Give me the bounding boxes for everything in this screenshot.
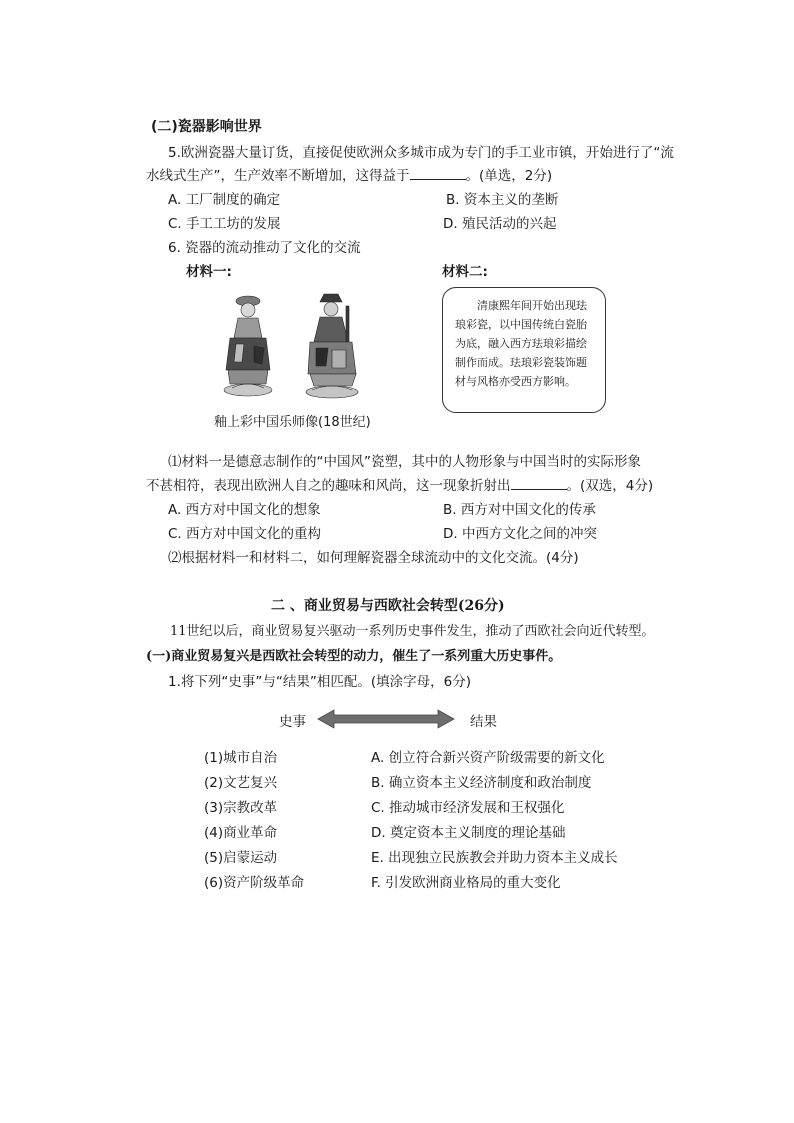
q5-line2 xyxy=(146,164,552,184)
result-item[interactable]: C. 推动城市经济发展和王权强化 xyxy=(371,800,565,816)
q6-sub1-line1: ⑴材料一是德意志制作的“中国风”瓷塑，其中的人物形象与中国当时的实际形象 xyxy=(168,454,641,470)
part-heading: 二 、商业贸易与西欧社会转型(26分) xyxy=(271,598,505,614)
q1-instruction: 1.将下列“史事”与“结果”相匹配。(填涂字母，6分) xyxy=(168,674,471,690)
q6-answer-blank[interactable] xyxy=(511,477,567,490)
q6-option-d[interactable]: D. 中西方文化之间的冲突 xyxy=(443,526,597,542)
q5-option-a[interactable]: A. 工厂制度的确定 xyxy=(168,192,281,208)
material2-text: 清康熙年间开始出现珐琅彩瓷，以中国传统白瓷胎为底，融入西方珐琅彩描绘制作而成。珐琅彩瓷装饰题材与风格亦受西方影响。 xyxy=(455,299,587,388)
q5-option-d[interactable]: D. 殖民活动的兴起 xyxy=(443,216,557,232)
result-item[interactable]: A. 创立符合新兴资产阶级需要的新文化 xyxy=(371,750,605,766)
material2-label: 材料二: xyxy=(442,264,488,280)
result-item[interactable]: B. 确立资本主义经济制度和政治制度 xyxy=(371,775,592,791)
q6-option-a[interactable]: A. 西方对中国文化的想象 xyxy=(168,502,321,518)
event-item: (2)文艺复兴 xyxy=(204,775,278,791)
q6-sub1-suffix: 。(双选，4分) xyxy=(566,478,654,494)
event-item: (1)城市自治 xyxy=(204,750,278,766)
q6-sub2: ⑵根据材料一和材料二，如何理解瓷器全球流动中的文化交流。(4分) xyxy=(168,550,579,566)
material1-label: 材料一: xyxy=(186,264,232,280)
result-item[interactable]: D. 奠定资本主义制度的理论基础 xyxy=(371,825,566,841)
results-header: 结果 xyxy=(470,714,497,730)
sub-heading: (一)商业贸易复兴是西欧社会转型的动力，催生了一系列重大历史事件。 xyxy=(146,649,562,664)
q6-sub1-text: 不甚相符，表现出欧洲人自之的趣味和风尚，这一现象折射出 xyxy=(146,478,511,494)
q6-title: 6. 瓷器的流动推动了文化的交流 xyxy=(168,240,361,256)
result-item[interactable]: F. 引发欧洲商业格局的重大变化 xyxy=(371,875,561,891)
result-item[interactable]: E. 出现独立民族教会并助力资本主义成长 xyxy=(371,850,618,866)
q5-answer-blank[interactable] xyxy=(410,167,466,180)
q6-sub1-line2 xyxy=(146,474,653,494)
part-intro: 11世纪以后，商业贸易复兴驱动一系列历史事件发生，推动了西欧社会向近代转型。 xyxy=(170,624,655,639)
image-caption: 釉上彩中国乐师像(18世纪) xyxy=(214,415,371,430)
event-item: (3)宗教改革 xyxy=(204,800,278,816)
q5-line1: 5.欧洲瓷器大量订货，直接促使欧洲众多城市成为专门的手工业市镇，开始进行了“流 xyxy=(168,145,674,161)
double-arrow-icon xyxy=(316,708,456,730)
event-item: (4)商业革命 xyxy=(204,825,278,841)
porcelain-figurines-image xyxy=(220,292,370,404)
q5-option-c[interactable]: C. 手工工坊的发展 xyxy=(168,216,281,232)
events-header: 史事 xyxy=(279,714,306,730)
q5-text: 水线式生产”，生产效率不断增加，这得益于 xyxy=(146,168,410,184)
section-heading: (二)瓷器影响世界 xyxy=(151,119,262,135)
q6-option-b[interactable]: B. 西方对中国文化的传承 xyxy=(443,502,596,518)
material2-textbox xyxy=(442,287,606,413)
event-item: (6)资产阶级革命 xyxy=(204,875,305,891)
q6-option-c[interactable]: C. 西方对中国文化的重构 xyxy=(168,526,322,542)
q5-suffix: 。(单选，2分) xyxy=(465,168,553,184)
event-item: (5)启蒙运动 xyxy=(204,850,278,866)
q5-option-b[interactable]: B. 资本主义的垄断 xyxy=(446,192,559,208)
